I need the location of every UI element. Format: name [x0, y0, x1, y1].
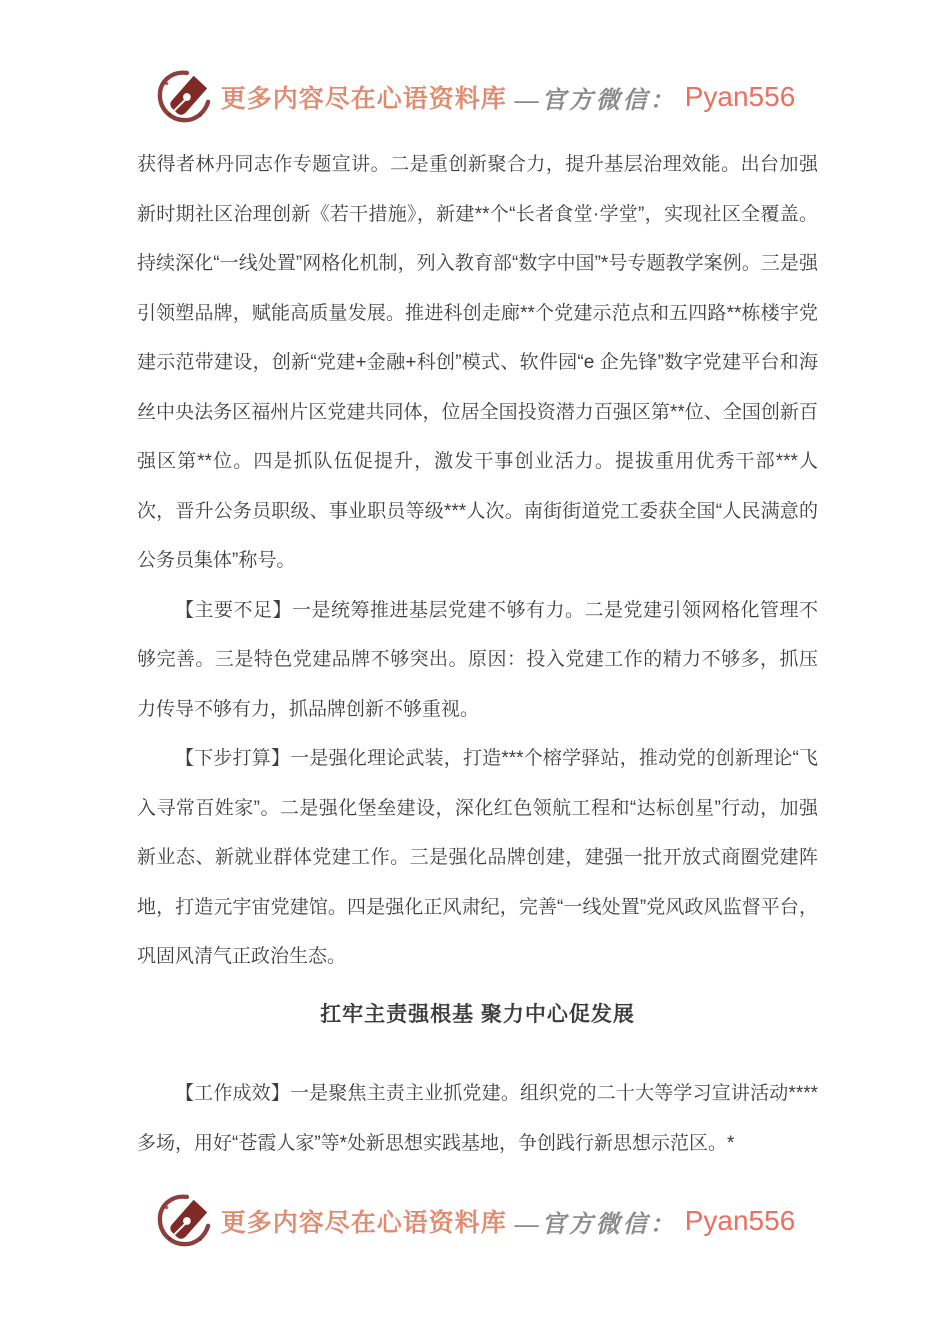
section-heading: 扛牢主责强根基 聚力中心促发展 [320, 1002, 635, 1026]
brand-text: 更多内容尽在心语资料库 [220, 1210, 507, 1237]
body-paragraph-work-effects: 【工作成效】一是聚焦主责主业抓党建。组织党的二十大等学习宣讲活动****多场，用好“苍霞人家”等*处新思想实践基地，争创践行新思想示范区。* [137, 1083, 818, 1154]
wechat-label: —官方微信： [514, 87, 677, 114]
pen-nib-logo-icon [155, 1194, 213, 1248]
body-paragraph-main-shortcomings: 【主要不足】一是统筹推进基层党建不够有力。二是党建引领网格化管理不够完善。三是特色党建品牌不够突出。原因：投入党建工作的精力不够多，抓压力传导不够有力，抓品牌创新不够重视。 [137, 599, 818, 720]
body-paragraph-work-results-continued: 获得者林丹同志作专题宣讲。二是重创新聚合力，提升基层治理效能。出台加强新时期社区治理创新《若干措施》，新建**个“长者食堂·学堂”，实现社区全覆盖。持续深化“一线处置”网格化机制，列入教育部“数字中国”*号专题教学案例。三是强引领塑品牌，赋能高质量发展。推进科创走廊**个党建示范点和五四路**栋楼宇党建示范带建设，创新“党建+金融+科创”模式、软件园“e 企先锋”数字党建平台和海丝中央法务区福州片区党建共同体，位居全国投资潜力百强区第**位、全国创新百强区第**位。四是抓队伍促提升，激发干事创业活力。提拔重用优秀干部***人次，晋升公务员职级、事业职员等级***人次。南街街道党工委获全国“人民满意的公务员集体”称号。 [137, 154, 818, 571]
wechat-id: Pyan556 [684, 81, 796, 112]
watermark-footer [0, 1194, 950, 1248]
body-paragraph-next-steps: 【下步打算】一是强化理论武装，打造***个榕学驿站，推动党的创新理论“飞入寻常百姓家”。二是强化堡垒建设，深化红色领航工程和“达标创星”行动，加强新业态、新就业群体党建工作。三是强化品牌创建，建强一批开放式商圈党建阵地，打造元宇宙党建馆。四是强化正风肃纪，完善“一线处置”党风政风监督平台，巩固风清气正政治生态。 [137, 748, 818, 967]
watermark-header [0, 0, 950, 124]
brand-text: 更多内容尽在心语资料库 [220, 86, 507, 113]
wechat-id: Pyan556 [684, 1205, 796, 1236]
wechat-label: —官方微信： [514, 1211, 677, 1238]
pen-nib-logo-icon [155, 70, 213, 124]
document-body [137, 140, 818, 1168]
